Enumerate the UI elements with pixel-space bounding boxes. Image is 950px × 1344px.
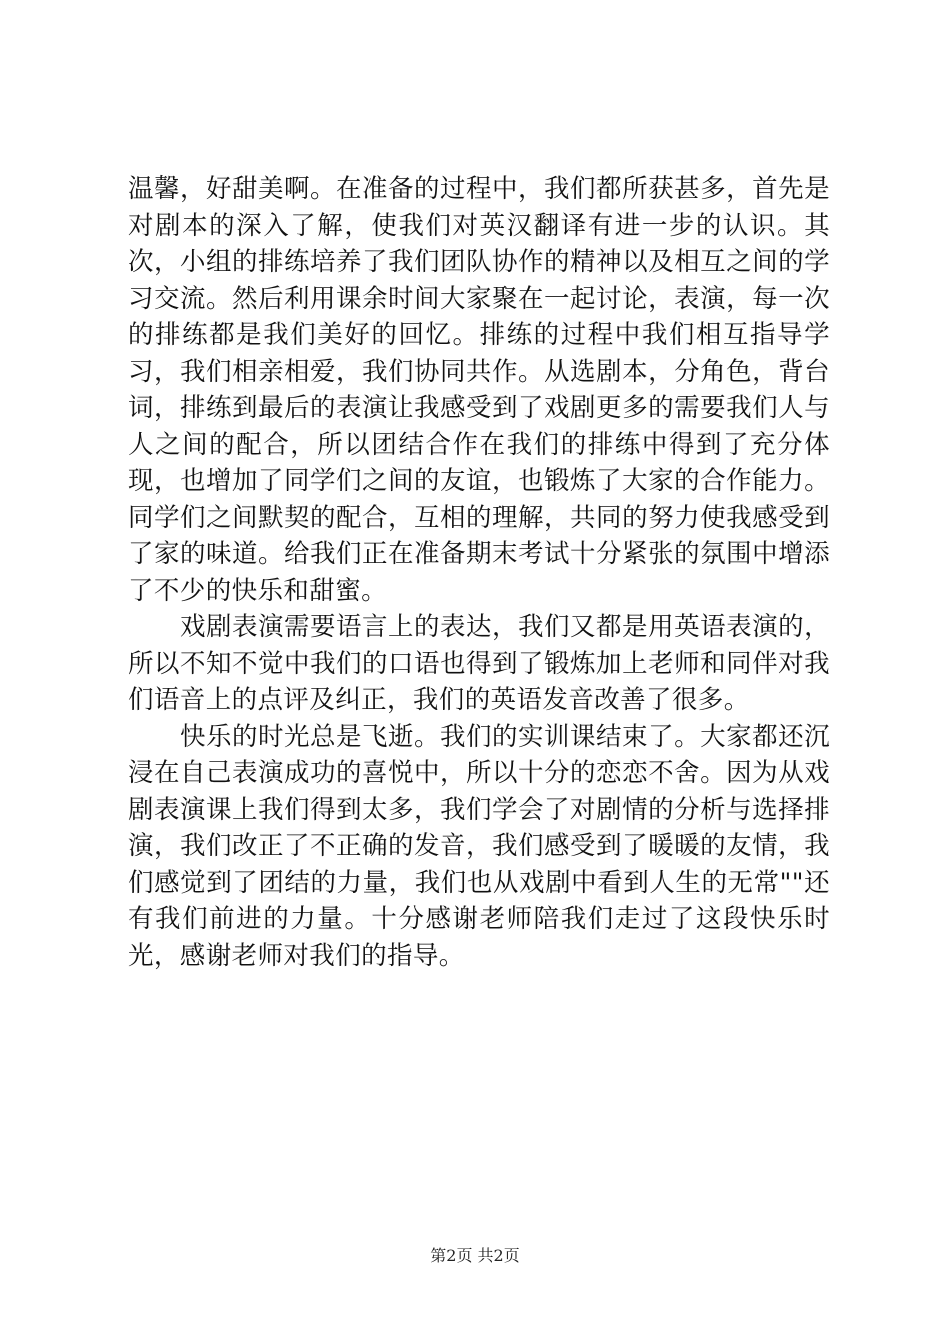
paragraph-conclusion: 快乐的时光总是飞逝。我们的实训课结束了。大家都还沉浸在自己表演成功的喜悦中，所以十分的恋恋不舍。因为从戏剧表演课上我们得到太多，我们学会了对剧情的分析与选择排演，我们改正了不正确的发音，我们感受到了暖暖的友情，我们感觉到了团结的力量，我们也从戏剧中看到人生的无常""还有我们前进的力量。十分感谢老师陪我们走过了这段快乐时光，感谢老师对我们的指导。 <box>128 721 830 971</box>
page-number-footer: 第2页 共2页 <box>430 1246 520 1265</box>
paragraph-continuation: 温馨，好甜美啊。在准备的过程中，我们都所获甚多，首先是对剧本的深入了解，使我们对英汉翻译有进一步的认识。其次，小组的排练培养了我们团队协作的精神以及相互之间的学习交流。然后利用课余时间大家聚在一起讨论，表演，每一次的排练都是我们美好的回忆。排练的过程中我们相互指导学习，我们相亲相爱，我们协同共作。从选剧本，分角色，背台词，排练到最后的表演让我感受到了戏剧更多的需要我们人与人之间的配合，所以团结合作在我们的排练中得到了充分体现，也增加了同学们之间的友谊，也锻炼了大家的合作能力。同学们之间默契的配合，互相的理解，共同的努力使我感受到了家的味道。给我们正在准备期末考试十分紧张的氛围中增添了不少的快乐和甜蜜。 <box>128 174 830 606</box>
paragraph-speaking-practice: 戏剧表演需要语言上的表达，我们又都是用英语表演的，所以不知不觉中我们的口语也得到了锻炼加上老师和同伴对我们语音上的点评及纠正，我们的英语发音改善了很多。 <box>128 612 830 715</box>
document-body <box>128 171 830 974</box>
